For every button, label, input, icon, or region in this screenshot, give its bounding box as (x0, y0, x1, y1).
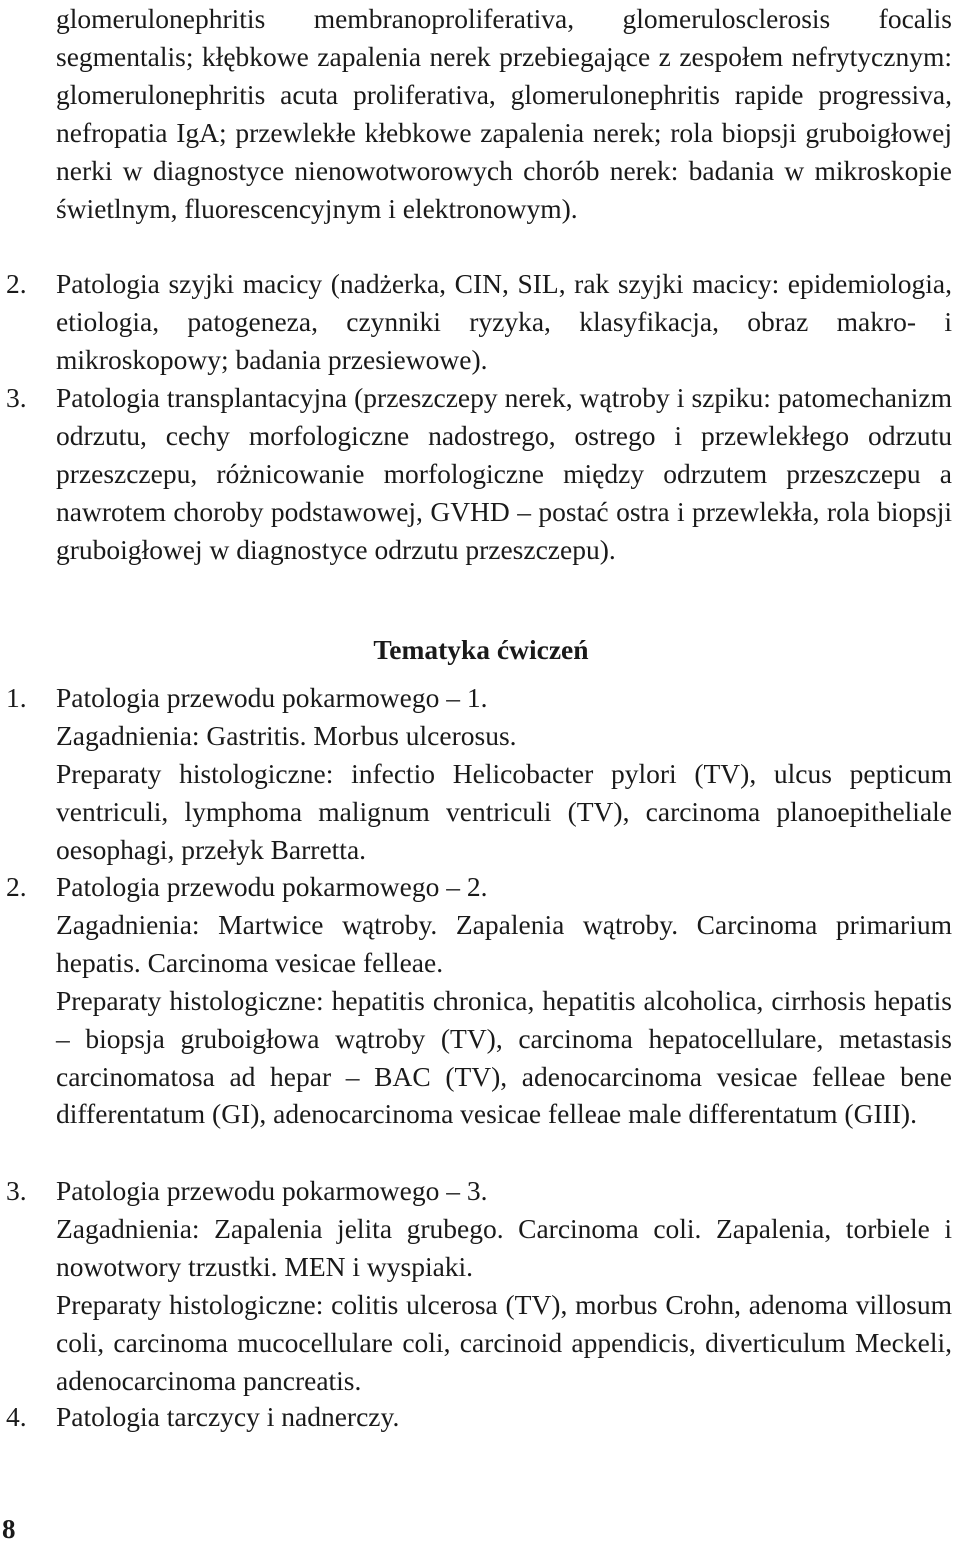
continuation-paragraph (56, 0, 952, 227)
exercise-item-2 (6, 868, 952, 1133)
exercise-item-title: Patologia przewodu pokarmowego – 2. (56, 871, 488, 902)
section-heading-wrap (56, 631, 906, 669)
lecture-item-3 (6, 379, 952, 569)
exercise-item-3 (6, 1172, 952, 1399)
exercise-item-1 (6, 679, 952, 869)
exercise-item-number: 4. (6, 1401, 27, 1432)
exercise-item-number: 2. (6, 871, 27, 902)
lecture-item-text: Patologia szyjki macicy (nadżerka, CIN, SIL, rak szyjki macicy: epidemiologia, etiologia, patogeneza, czynniki ryzyka, klasyfikacja, obraz makro- i mikroskopowy; badania przesiewowe). (56, 268, 952, 375)
exercise-item-slides: Preparaty histologiczne: hepatitis chronica, hepatitis alcoholica, cirrhosis hepatis – biopsja gruboigłowa wątroby (TV), carcinoma hepatocellulare, metastasis carcinomatosa ad hepar – BAC (TV), adenocarcinoma vesicae felleae bene differentatum (GI), adenocarcinoma vesicae felleae male differentatum (GIII). (56, 984, 952, 1130)
exercise-item-4 (6, 1398, 952, 1436)
exercise-item-topics: Zagadnienia: Zapalenia jelita grubego. Carcinoma coli. Zapalenia, torbiele i nowotwory trzustki. MEN i wyspiaki. (56, 1212, 952, 1282)
page-number: 8 (2, 1514, 16, 1544)
exercise-item-title: Patologia tarczycy i nadnerczy. (56, 1401, 400, 1432)
exercise-item-title: Patologia przewodu pokarmowego – 3. (56, 1175, 488, 1206)
exercise-item-topics: Zagadnienia: Martwice wątroby. Zapalenia wątroby. Carcinoma primarium hepatis. Carcinoma vesicae felleae. (56, 908, 952, 978)
exercise-item-number: 3. (6, 1175, 27, 1206)
lecture-item-number: 2. (6, 268, 27, 299)
continuation-text: glomerulonephritis membranoproliferativa, glomerulosclerosis focalis segmentalis; kłębkowe zapalenia nerek przebiegające z zespołem nefrytycznym: glomerulonephritis acuta proliferativa, glomerulonephritis rapide progressiva, nefropatia IgA; przewlekłe kłebkowe zapalenia nerek; rola biopsji gruboigłowej nerki w diagnostyce nienowotworowych chorób nerek: badania w mikroskopie świetlnym, fluorescencyjnym i elektronowym). (56, 3, 952, 224)
section-heading: Tematyka ćwiczeń (373, 634, 589, 665)
lecture-item-2 (6, 265, 952, 379)
lecture-item-number: 3. (6, 382, 27, 413)
lecture-item-text: Patologia transplantacyjna (przeszczepy nerek, wątroby i szpiku: patomechanizm odrzutu, cechy morfologiczne nadostrego, ostrego i przewlekłego odrzutu przeszczepu, różnicowanie morfologiczne między odrzutem przeszczepu a nawrotem choroby podstawowej, GVHD – postać ostra i przewlekła, rola biopsji gruboigłowej w diagnostyce odrzutu przeszczepu). (56, 382, 952, 565)
exercise-item-title: Patologia przewodu pokarmowego – 1. (56, 682, 488, 713)
exercise-item-topics: Zagadnienia: Gastritis. Morbus ulcerosus. (56, 719, 517, 751)
exercise-item-slides: Preparaty histologiczne: infectio Helicobacter pylori (TV), ulcus pepticum ventriculi, lymphoma malignum ventriculi (TV), carcinoma planoepitheliale oesophagi, przełyk Barretta. (56, 757, 952, 865)
exercise-item-slides: Preparaty histologiczne: colitis ulcerosa (TV), morbus Crohn, adenoma villosum coli, carcinoma mucocellulare coli, carcinoid appendicis, diverticulum Meckeli, adenocarcinoma pancreatis. (56, 1288, 952, 1396)
exercise-item-number: 1. (6, 682, 27, 713)
